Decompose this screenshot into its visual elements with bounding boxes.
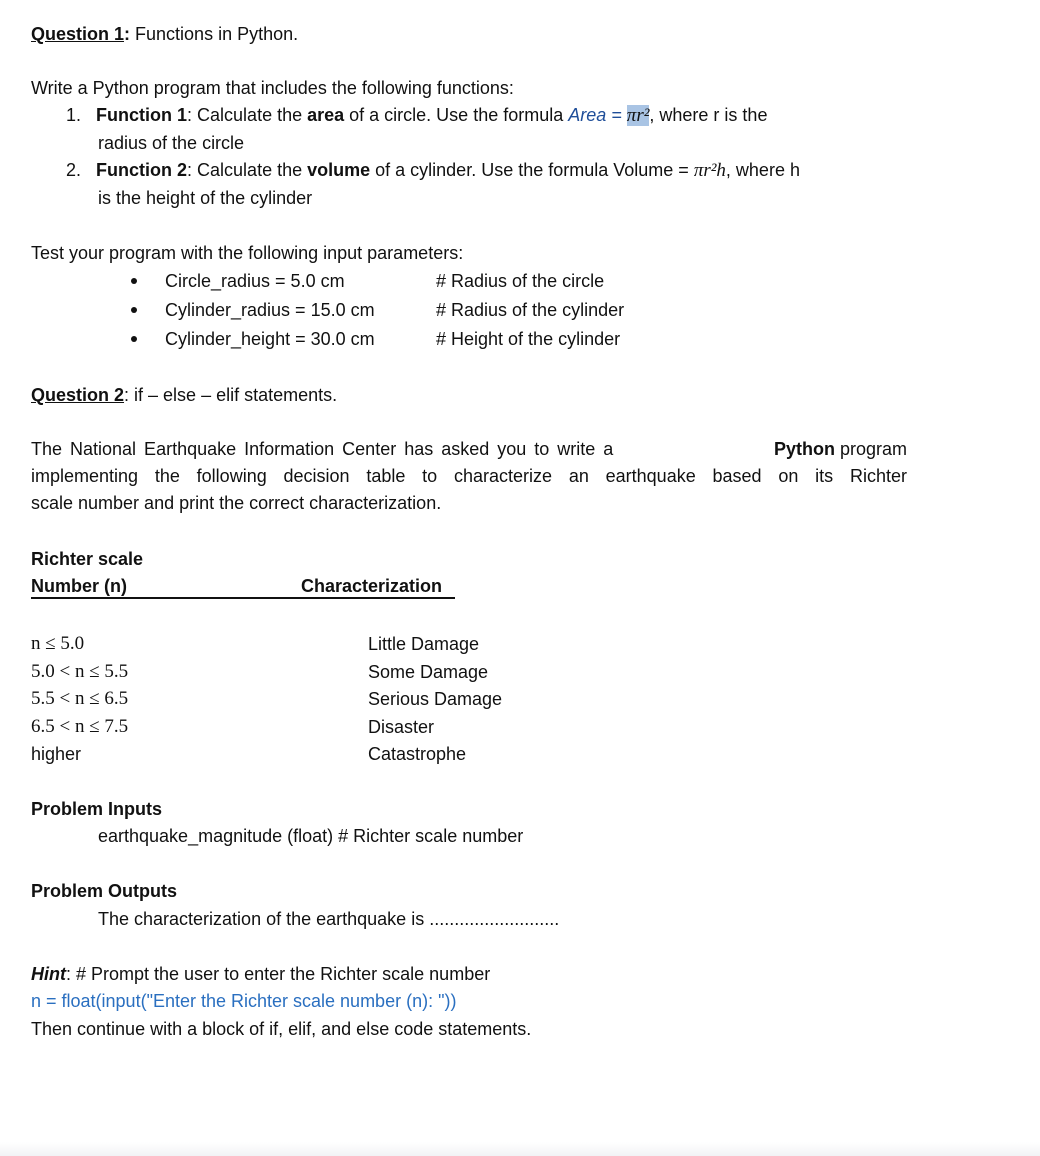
text: : Calculate the (187, 105, 308, 125)
question-label: Question 2 (31, 385, 125, 405)
bullet-icon (131, 336, 137, 342)
table-label: Some Damage (368, 662, 489, 682)
table-label: Disaster (368, 717, 435, 737)
paragraph-line-1 (31, 438, 907, 460)
question-1-heading: Question 1: Functions in Python. (31, 24, 299, 44)
table-header-characterization: Characterization (301, 576, 443, 596)
question-2-heading: Question 2: if – else – elif statements. (31, 385, 338, 405)
param-text: Cylinder_radius = 15.0 cm (165, 300, 375, 320)
text: of a circle. Use the formula (344, 105, 569, 125)
bold-text: volume (307, 160, 371, 180)
text: : Calculate the (187, 160, 308, 180)
table-range: 6.5 < n ≤ 7.5 (31, 716, 129, 737)
function-item-1-cont: radius of the circle (98, 133, 245, 153)
param-comment: # Height of the cylinder (436, 329, 621, 349)
table-range: 5.0 < n ≤ 5.5 (31, 661, 129, 682)
table-label: Catastrophe (368, 744, 467, 764)
formula: πr² (626, 105, 650, 126)
text: of a cylinder. Use the formula Volume = (370, 160, 694, 180)
function-item-1 (66, 104, 767, 127)
function-item-2 (66, 159, 800, 182)
question-label: Question 1 (31, 24, 125, 44)
table-header-rule (31, 597, 455, 599)
bold-text: area (307, 105, 345, 125)
outputs-text: The characterization of the earthquake is .......................... (98, 909, 560, 929)
item-number: 2. (66, 160, 82, 180)
outputs-title: Problem Outputs (31, 881, 178, 901)
hint-text: : # Prompt the user to enter the Richter scale number (66, 964, 491, 984)
text: , where r is the (649, 105, 768, 125)
text: , where h (725, 160, 800, 180)
table-range: n ≤ 5.0 (31, 633, 85, 654)
param-text: Circle_radius = 5.0 cm (165, 271, 345, 291)
text: program (834, 439, 907, 459)
function-name: Function 2 (96, 160, 188, 180)
test-intro: Test your program with the following input parameters: (31, 243, 464, 263)
table-label: Little Damage (368, 634, 480, 654)
table-header-range-line1: Richter scale (31, 549, 144, 569)
bold-text: Python (773, 439, 835, 459)
item-number: 1. (66, 105, 82, 125)
formula-label: Area = (568, 105, 627, 125)
question-title: Functions in Python. (135, 24, 299, 44)
formula: πr²h (693, 160, 726, 181)
text: The National Earthquake Information Center has asked you to write a (31, 439, 614, 459)
hint-label: Hint (31, 964, 66, 984)
table-range: higher (31, 744, 82, 764)
table-label: Serious Damage (368, 689, 503, 709)
paragraph-line-3: scale number and print the correct characterization. (31, 493, 442, 513)
param-text: Cylinder_height = 30.0 cm (165, 329, 375, 349)
hint-line (31, 963, 490, 985)
inputs-text: earthquake_magnitude (float) # Richter scale number (98, 826, 524, 846)
inputs-title: Problem Inputs (31, 799, 163, 819)
hint-end: Then continue with a block of if, elif, and else code statements. (31, 1019, 532, 1039)
bullet-icon (131, 307, 137, 313)
function-item-2-cont: is the height of the cylinder (98, 188, 313, 208)
hint-code: n = float(input("Enter the Richter scale number (n): ")) (31, 991, 457, 1011)
function-name: Function 1 (96, 105, 188, 125)
table-header-range-line2: Number (n) (31, 576, 127, 596)
table-range: 5.5 < n ≤ 6.5 (31, 688, 129, 709)
page-bottom-shadow (0, 1142, 1040, 1156)
param-comment: # Radius of the cylinder (436, 300, 625, 320)
question-title: if – else – elif statements. (134, 385, 338, 405)
q1-intro: Write a Python program that includes the following functions: (31, 78, 514, 98)
paragraph-line-2: implementing the following decision table to characterize an earthquake based on its Richter (31, 466, 907, 486)
param-comment: # Radius of the circle (436, 271, 605, 291)
bullet-icon (131, 278, 137, 284)
